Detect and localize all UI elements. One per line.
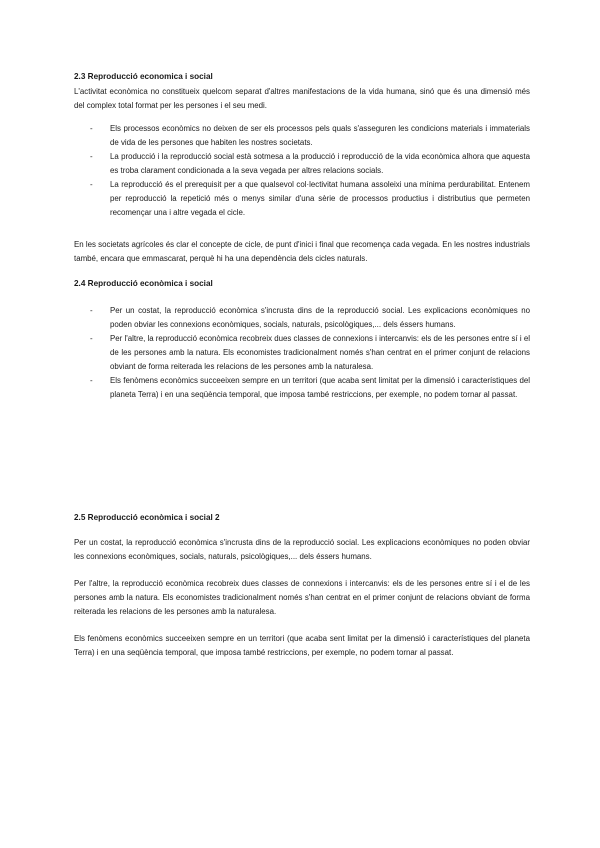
section-heading: 2.5 Reproducció econòmica i social 2 — [74, 513, 220, 522]
section-paragraph: Per un costat, la reproducció econòmica s'incrusta dins de la reproducció social. Les explicacions econòmiques no poden obviar les connexions econòmiques, socials, naturals, psicològiques,... dels éssers humans. — [74, 538, 530, 561]
list-item: - Per un costat, la reproducció econòmica s'incrusta dins de la reproducció social. Les explicacions econòmiques no poden obviar les connexions econòmiques, socials, naturals, psicològiques,... dels éssers humans. — [90, 306, 530, 329]
bullet-marker: - — [90, 376, 93, 385]
bullet-marker: - — [90, 124, 93, 133]
section-heading: 2.4 Reproducció econòmica i social — [74, 279, 213, 288]
list-item: - Els fenòmens econòmics succeeixen sempre en un territori (que acaba sent limitat per la dimensió i característiques del planeta Terra) i en una seqüència temporal, que imposa també restriccions, per exemple, no podem tornar al passat. — [90, 376, 530, 399]
bullet-marker: - — [90, 180, 93, 189]
section-paragraph: L'activitat econòmica no constitueix quelcom separat d'altres manifestacions de la vida humana, sinó que és una dimensió més del complex total format per les persones i el seu medi. — [74, 87, 530, 110]
list-item: - La reproducció és el prerequisit per a que qualsevol col·lectivitat humana assoleixi una mínima perdurabilitat. Entenem per reproducció la repetició més o menys similar d'una sèrie de processos productius i distributius que permeten recomençar una i altre vegada el cicle. — [90, 180, 530, 217]
section-paragraph: Per l'altre, la reproducció econòmica recobreix dues classes de connexions i intercanvis: els de les persones entre sí i el de les persones amb la natura. Els economistes tradicionalment només s'han centrat en el primer conjunt de relacions obviant de forma reiterada les relacions de les persones amb la naturalesa. — [74, 579, 530, 616]
list-item: - Els processos econòmics no deixen de ser els processos pels quals s'asseguren les condicions materials i immaterials de vida de les persones que habiten les nostres societats. — [90, 124, 530, 147]
list-item: - Per l'altre, la reproducció econòmica recobreix dues classes de connexions i intercanvis: els de les persones entre sí i el de les persones amb la natura. Els economistes tradicionalment només s'han centrat en el primer conjunt de relacions obviant de forma reiterada les relacions de les persones amb la naturalesa. — [90, 334, 530, 371]
bullet-marker: - — [90, 334, 93, 343]
section-heading: 2.3 Reproducció economica i social — [74, 72, 213, 81]
bullet-list — [74, 122, 530, 220]
bullet-marker: - — [90, 306, 93, 315]
bullet-marker: - — [90, 152, 93, 161]
section-paragraph: Els fenòmens econòmics succeeixen sempre en un territori (que acaba sent limitat per la dimensió i característiques del planeta Terra) i en una seqüència temporal, que imposa també restriccions, per exemple, no podem tornar al passat. — [74, 634, 530, 657]
section-paragraph: En les societats agrícoles és clar el concepte de cicle, de punt d'inici i final que recomença cada vegada. En les nostres industrials també, encara que emmascarat, perquè hi ha una dependència dels cicles naturals. — [74, 240, 530, 263]
bullet-list — [74, 304, 530, 402]
list-item: - La producció i la reproducció social està sotmesa a la producció i reproducció de la vida econòmica alhora que aquesta es troba clarament condicionada a la seva vegada per altres relacions socials. — [90, 152, 530, 175]
